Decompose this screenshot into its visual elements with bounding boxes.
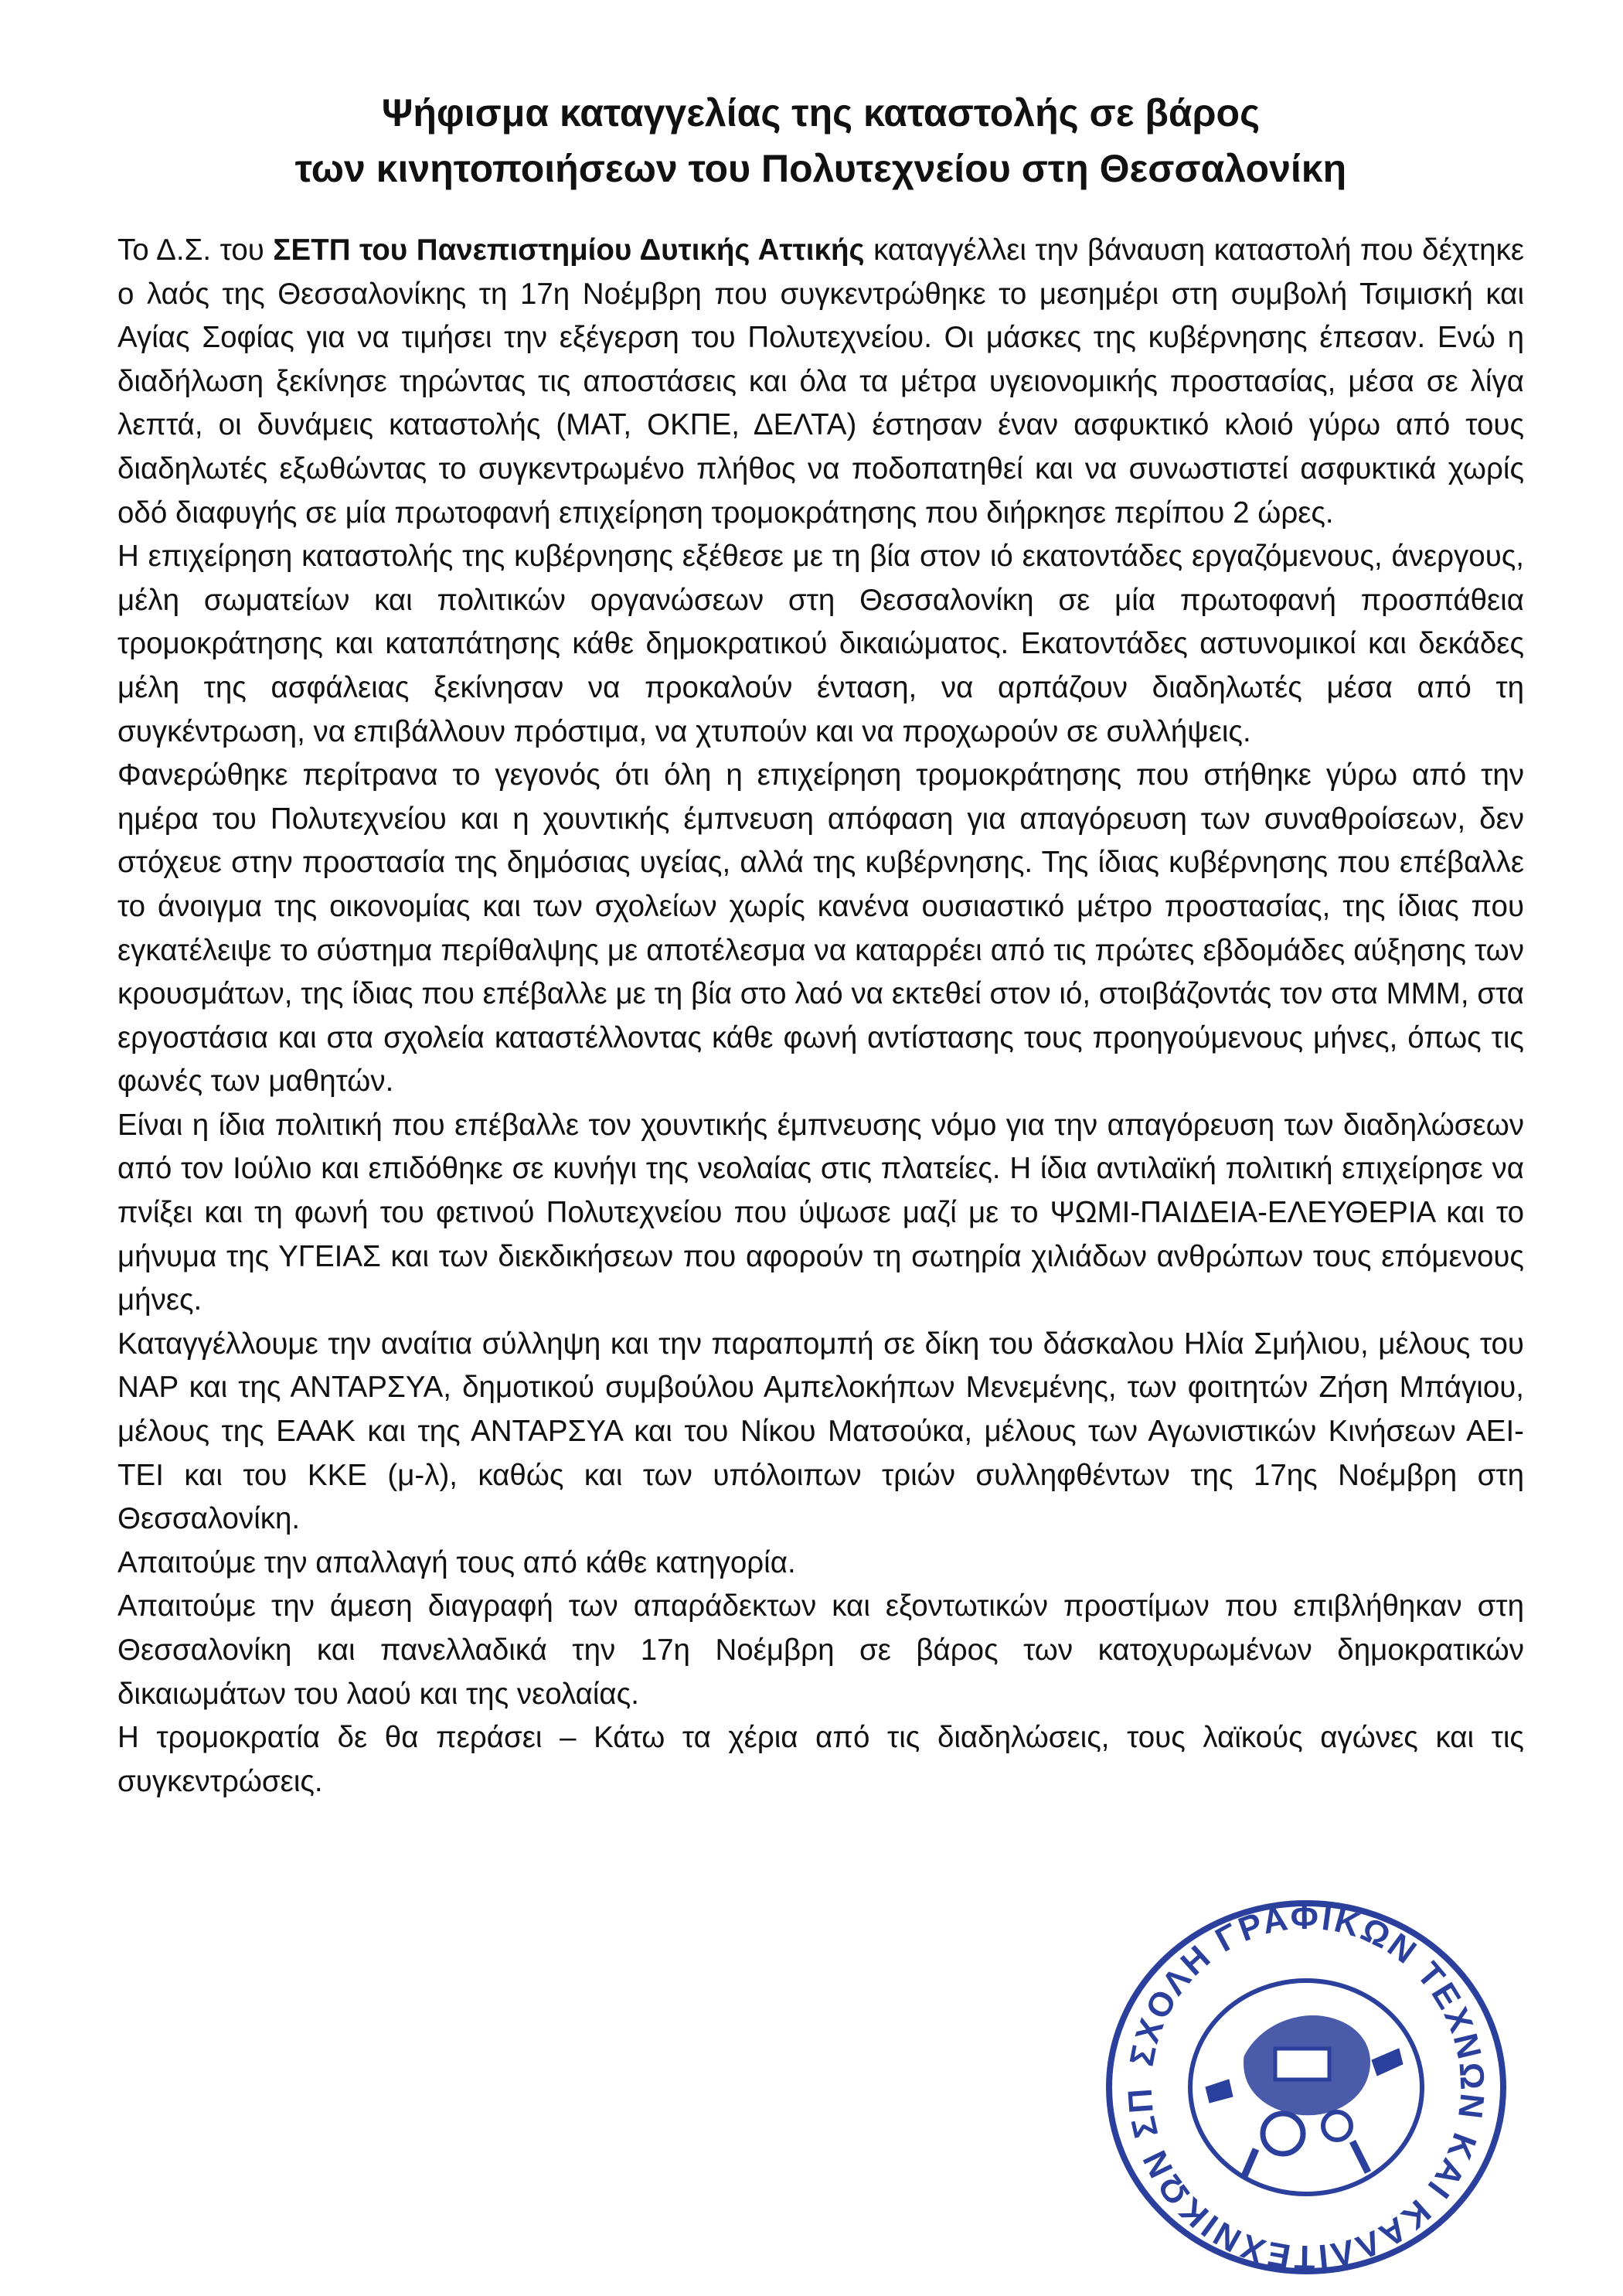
school-seal-icon <box>1090 1894 1523 2281</box>
svg-text:ΣΧΟΛΗ ΓΡΑΦΙΚΩΝ ΤΕΧΝΩΝ ΚΑΙ ΚΑΛΛ: ΣΧΟΛΗ ΓΡΑΦΙΚΩΝ ΤΕΧΝΩΝ ΚΑΙ ΚΑΛΛΙΤΕΧΝΙΚΩΝ ΣΠ <box>1121 1898 1492 2277</box>
paragraph-5: Καταγγέλλουμε την αναίτια σύλληψη και την παραπομπή σε δίκη του δάσκαλου Ηλία Σμήλιου, μέλους του ΝΑΡ και της ΑΝΤΑΡΣΥΑ, δημοτικού συμβούλου Αμπελοκήπων Μενεμένης, των φοιτητών Ζήση Μπάγιου, μέλους της ΕΑΑΚ και της ΑΝΤΑΡΣΥΑ και του Νίκου Ματσούκα, μέλους των Αγωνιστικών Κινήσεων ΑΕΙ- ΤΕΙ και του ΚΚΕ (μ-λ), καθώς και των υπόλοιπων τριών συλληφθέντων της 17ης Νοέμβρη στη Θεσσαλονίκη. <box>117 1327 1524 1536</box>
title-line-2: των κινητοποιήσεων του Πολυτεχνείου στη Θεσσαλονίκη <box>294 147 1347 190</box>
paragraph-4: Είναι η ίδια πολιτική που επέβαλλε τον χουντικής έμπνευσης νόμο για την απαγόρευση των διαδηλώσεων από τον Ιούλιο και επιδόθηκε σε κυνήγι της νεολαίας στις πλατείες. Η ίδια αντιλαϊκή πολιτική επιχείρησε να πνίξει και τη φωνή του φετινού Πολυτεχνείου που ύψωσε μαζί με το ΨΩΜΙ-ΠΑΙΔΕΙΑ-ΕΛΕΥΘΕΡΙΑ και το μήνυμα της ΥΓΕΙΑΣ και των διεκδικήσεων που αφορούν τη σωτηρία χιλιάδων ανθρώπων τους επόμενους μήνες. <box>117 1108 1524 1317</box>
paragraph-1-lead: Το Δ.Σ. του <box>117 233 274 267</box>
paragraph-1 <box>117 229 1524 535</box>
document-page <box>117 85 1524 1804</box>
paragraph-7: Απαιτούμε την άμεση διαγραφή των απαράδεκτων και εξοντωτικών προστίμων που επιβλήθηκαν στη Θεσσαλονίκη και πανελλαδικά την 17η Νοέμβρη σε βάρος των κατοχυρωμένων δημοκρατικών δικαιωμάτων του λαού και της νεολαίας. <box>117 1589 1524 1711</box>
paragraph-2: Η επιχείρηση καταστολής της κυβέρνησης εξέθεσε με τη βία στον ιό εκατοντάδες εργαζόμενους, άνεργους, μέλη σωματείων και πολιτικών οργανώσεων στη Θεσσαλονίκη σε μία πρωτοφανή προσπάθεια τρομοκράτησης και καταπάτησης κάθε δημοκρατικού δικαιώματος. Εκατοντάδες αστυνομικοί και δεκάδες μέλη της ασφάλειας ξεκίνησαν να προκαλούν ένταση, να αρπάζουν διαδηλωτές μέσα από τη συγκέντρωση, να επιβάλλουν πρόστιμα, να χτυπούν και να προχωρούν σε συλλήψεις. <box>117 540 1524 748</box>
document-title <box>117 85 1524 196</box>
paragraph-1-rest: καταγγέλλει την βάναυση καταστολή που δέχτηκε ο λαός της Θεσσαλονίκης τη 17η Νοέμβρη που συγκεντρώθηκε το μεσημέρι στη συμβολή Τσιμισκή και Αγίας Σοφίας για να τιμήσει την εξέγερση του Πολυτεχνείου. Οι μάσκες της κυβέρνησης έπεσαν. Ενώ η διαδήλωση ξεκίνησε τηρώντας τις αποστάσεις και όλα τα μέτρα υγειονομικής προστασίας, μέσα σε λίγα λεπτά, οι δυνάμεις καταστολής (ΜΑΤ, ΟΚΠΕ, ΔΕΛΤΑ) έστησαν έναν ασφυκτικό κλοιό γύρω από τους διαδηλωτές εξωθώντας το συγκεντρωμένο πλήθος να ποδοπατηθεί και να συνωστιστεί ασφυκτικά χωρίς οδό διαφυγής σε μία πρωτοφανή επιχείρηση τρομοκράτησης που διήρκησε περίπου 2 ώρες. <box>117 233 1524 530</box>
document-body <box>117 229 1524 1804</box>
paragraph-8: Η τρομοκρατία δε θα περάσει – Κάτω τα χέρια από τις διαδηλώσεις, τους λαϊκούς αγώνες και τις συγκεντρώσεις. <box>117 1721 1524 1798</box>
union-name: ΣΕΤΠ του Πανεπιστημίου Δυτικής Αττικής <box>273 233 865 267</box>
title-line-1: Ψήφισμα καταγγελίας της καταστολής σε βάρος <box>381 91 1261 135</box>
paragraph-3: Φανερώθηκε περίτρανα το γεγονός ότι όλη η επιχείρηση τρομοκράτησης που στήθηκε γύρω από την ημέρα του Πολυτεχνείου και η χουντικής έμπνευση απόφαση για απαγόρευση των συναθροίσεων, δεν στόχευε στην προστασία της δημόσιας υγείας, αλλά της κυβέρνησης. Της ίδιας κυβέρνησης που επέβαλλε το άνοιγμα της οικονομίας και των σχολείων χωρίς κανένα ουσιαστικό μέτρο προστασίας, της ίδιας που εγκατέλειψε το σύστημα περίθαλψης με αποτέλεσμα να καταρρέει από τις πρώτες εβδομάδες αύξησης των κρουσμάτων, της ίδιας που επέβαλλε με τη βία στο λαό να εκτεθεί στον ιό, στοιβάζοντάς τον στα ΜΜΜ, στα εργοστάσια και στα σχολεία καταστέλλοντας κάθε φωνή αντίστασης τους προηγούμενους μήνες, όπως τις φωνές των μαθητών. <box>117 758 1524 1099</box>
paragraph-6: Απαιτούμε την απαλλαγή τους από κάθε κατηγορία. <box>117 1545 796 1579</box>
